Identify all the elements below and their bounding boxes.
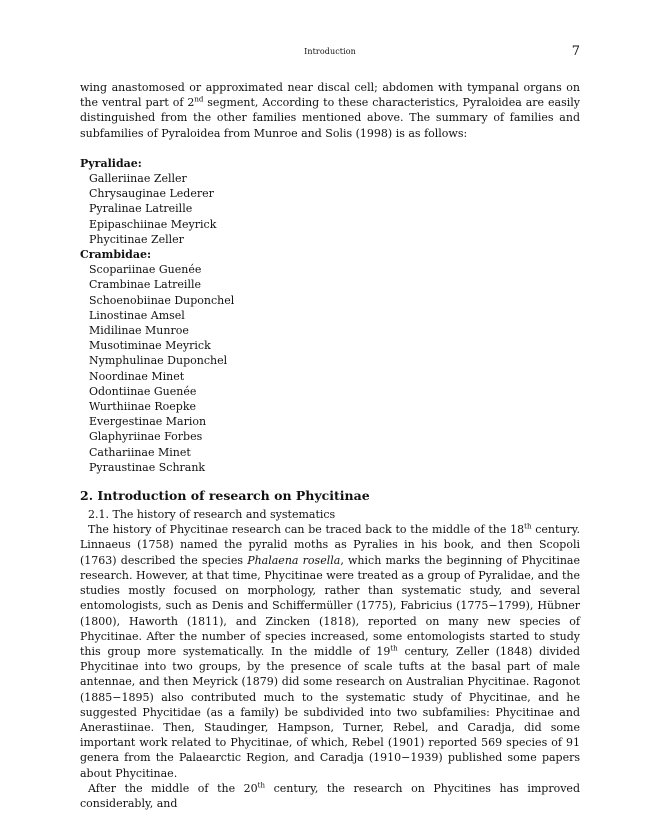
intro-paragraph: wing anastomosed or approximated near discal cell; abdomen with tympanal organs on the ventral part of 2nd segment, According to these characteristics, Pyraloidea are easily distinguished from the other families mentioned above. The summary of families and subfamilies of Pyraloidea from Munroe and Solis (1998) is as follows:	[80, 81, 580, 140]
subfamily-item: Epipaschiinae Meyrick	[89, 217, 217, 231]
subfamily-item: Pyralinae Latreille	[89, 202, 193, 216]
section-title: 2. Introduction of research on Phycitinae	[80, 488, 370, 504]
subfamily-item: Odontiinae Guenée	[89, 384, 197, 398]
subfamily-item: Evergestinae Marion	[89, 415, 207, 429]
subfamily-item: Noordinae Minet	[89, 369, 185, 383]
family-name: Pyralidae:	[80, 156, 142, 170]
species-name: Phalaena rosella	[247, 553, 341, 567]
subsection-title: 2.1. The history of research and systematics	[88, 508, 336, 522]
subfamily-item: Glaphyriinae Forbes	[89, 430, 203, 444]
family-pyralidae	[80, 156, 580, 247]
last-paragraph: After the middle of the 20th century, the research on Phycitines has improved considerably, and	[80, 781, 580, 810]
subfamily-item: Wurthiinae Roepke	[89, 400, 197, 414]
subfamily-list	[89, 262, 580, 475]
subfamily-item: Midilinae Munroe	[89, 324, 189, 338]
page-header	[80, 44, 580, 64]
running-head: Introduction	[304, 47, 356, 56]
page-body	[80, 80, 580, 811]
subfamily-item: Musotiminae Meyrick	[89, 339, 211, 353]
subfamily-item: Chrysauginae Lederer	[89, 187, 214, 201]
subfamily-item: Scopariinae Guenée	[89, 263, 202, 277]
subfamily-item: Nymphulinae Duponchel	[89, 354, 228, 368]
subfamily-list	[89, 171, 580, 247]
page-number: 7	[571, 44, 580, 59]
history-paragraph: The history of Phycitinae research can be traced back to the middle of the 18th century. Linnaeus (1758) named the pyralid moths as Pyralies in his book, and then Scopoli (1763) described the species Phalaena rosella, which marks the beginning of Phycitinae research. However, at that time, Phycitinae were treated as a group of Pyralidae, and the studies mostly focused on morphology, rather than systematic study, and several entomologists, such as Denis and Schiffermüller (1775), Fabricius (1775−1799), Hübner (1800), Haworth (1811), and Zincken (1818), reported on many new species of Phycitinae. After the number of species increased, some entomologists started to study this group more systematically. In the middle of 19th century, Zeller (1848) divided Phycitinae into two groups, by the presence of scale tufts at the basal part of male antennae, and then Meyrick (1879) did some research on Australian Phycitinae. Ragonot (1885−1895) also contributed much to the systematic study of Phycitinae, and he suggested Phycitidae (as a family) be subdivided into two subfamilies: Phycitinae and Anerastiinae. Then, Staudinger, Hampson, Turner, Rebel, and Caradja, did some important work related to Phycitinae, of which, Rebel (1901) reported 569 species of 91 genera from the Palaearctic Region, and Caradja (1910−1939) published some papers about Phycitinae.	[80, 522, 580, 780]
family-name: Crambidae:	[80, 248, 152, 262]
subfamily-item: Cathariinae Minet	[89, 445, 191, 459]
subfamily-item: Schoenobiinae Duponchel	[89, 293, 235, 307]
subfamily-item: Pyraustinae Schrank	[89, 460, 206, 474]
family-crambidae	[80, 247, 580, 475]
subfamily-item: Phycitinae Zeller	[89, 232, 184, 246]
subfamily-item: Crambinae Latreille	[89, 278, 201, 292]
subfamily-item: Linostinae Amsel	[89, 308, 185, 322]
subfamily-item: Galleriinae Zeller	[89, 172, 187, 186]
family-list	[80, 156, 580, 475]
